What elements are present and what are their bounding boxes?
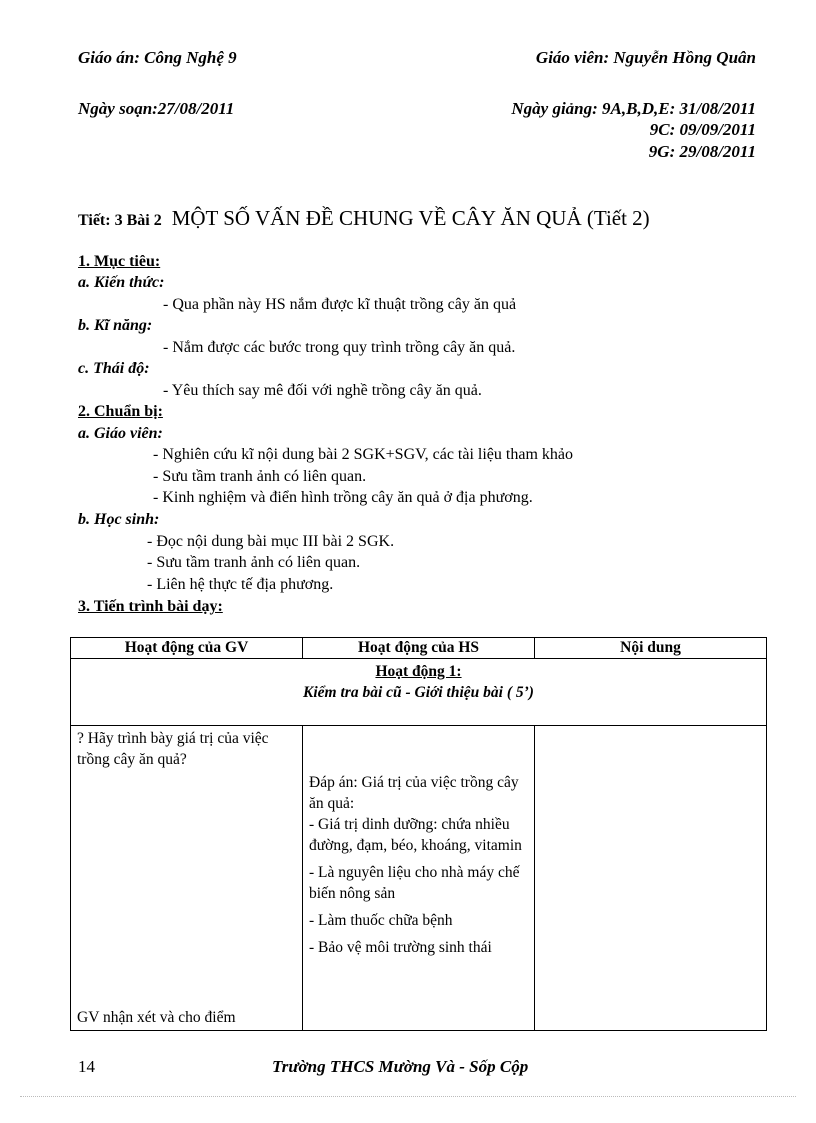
header-gv: Hoạt động của GV <box>71 638 303 659</box>
hs-cell <box>303 726 535 1031</box>
teach-date-3: 9G: 29/08/2011 <box>648 142 756 161</box>
teach-date-1: Ngày giảng: 9A,B,D,E: 31/08/2011 <box>511 99 756 118</box>
lesson-plan-label: Giáo án: Công Nghệ 9 <box>78 48 237 67</box>
hs-answer-item: - Giá trị dinh dưỡng: chứa nhiều đường, đạm, béo, khoáng, vitamin <box>309 816 522 854</box>
attitude-text: - Yêu thích say mê đối với nghề trồng cây ăn quả. <box>163 382 482 399</box>
skill-label: b. Kĩ năng: <box>78 317 153 334</box>
content-cell <box>535 726 767 1031</box>
activity-subtitle: Kiểm tra bài cũ - Giới thiệu bài ( 5’) <box>303 684 534 701</box>
page-number: 14 <box>78 1057 95 1076</box>
activity-title: Hoạt động 1: <box>375 663 462 680</box>
hs-answer-item: - Làm thuốc chữa bệnh <box>309 912 453 929</box>
teacher-prep-label: a. Giáo viên: <box>78 425 163 442</box>
hs-answer-item: - Là nguyên liệu cho nhà máy chế biến nông sản <box>309 864 520 902</box>
teacher-prep-item: - Nghiên cứu kĩ nội dung bài 2 SGK+SGV, các tài liệu tham khảo <box>153 446 573 463</box>
student-prep-item: - Đọc nội dung bài mục III bài 2 SGK. <box>147 533 395 550</box>
student-prep-label: b. Học sinh: <box>78 511 160 528</box>
objectives-heading: 1. Mục tiêu: <box>78 253 161 270</box>
gv-question: ? Hãy trình bày giá trị của việc trồng cây ăn quả? <box>77 730 269 768</box>
knowledge-label: a. Kiến thức: <box>78 274 165 291</box>
table-row <box>71 726 767 1031</box>
student-prep-item: - Sưu tầm tranh ảnh có liên quan. <box>147 554 361 571</box>
attitude-label: c. Thái độ: <box>78 360 150 377</box>
header-hs: Hoạt động của HS <box>303 638 535 659</box>
preparation-heading: 2. Chuẩn bị: <box>78 403 163 420</box>
footer-divider <box>20 1096 796 1097</box>
lesson-table <box>70 637 767 1031</box>
gv-cell <box>71 726 303 1031</box>
knowledge-text: - Qua phần này HS nắm được kĩ thuật trồng cây ăn quả <box>163 296 517 313</box>
main-title: MỘT SỐ VẤN ĐỀ CHUNG VỀ CÂY ĂN QUẢ (Tiết 2) <box>171 206 650 230</box>
hs-answer-item: - Bảo vệ môi trường sinh thái <box>309 939 492 956</box>
table-header-row <box>71 638 767 659</box>
teacher-prep-item: - Kinh nghiệm và điển hình trồng cây ăn quả ở địa phương. <box>153 489 533 506</box>
hs-answer-intro: Đáp án: Giá trị của việc trồng cây ăn quả: <box>309 774 519 812</box>
lesson-title <box>78 206 650 231</box>
teacher-prep-item: - Sưu tầm tranh ảnh có liên quan. <box>153 468 367 485</box>
school-name: Trường THCS Mường Và - Sốp Cộp <box>272 1057 529 1076</box>
process-heading: 3. Tiến trình bài dạy: <box>78 598 223 615</box>
header-content: Nội dung <box>535 638 767 659</box>
skill-text: - Nắm được các bước trong quy trình trồng cây ăn quả. <box>163 339 516 356</box>
student-prep-item: - Liên hệ thực tế địa phương. <box>147 576 334 593</box>
activity-row <box>71 659 767 726</box>
teacher-name: Giáo viên: Nguyễn Hồng Quân <box>535 48 756 67</box>
period-label: Tiết: 3 Bài 2 <box>78 212 162 229</box>
gv-remark: GV nhận xét và cho điểm <box>77 1009 236 1026</box>
prep-date: Ngày soạn:27/08/2011 <box>78 99 235 118</box>
teach-date-2: 9C: 09/09/2011 <box>649 120 756 139</box>
